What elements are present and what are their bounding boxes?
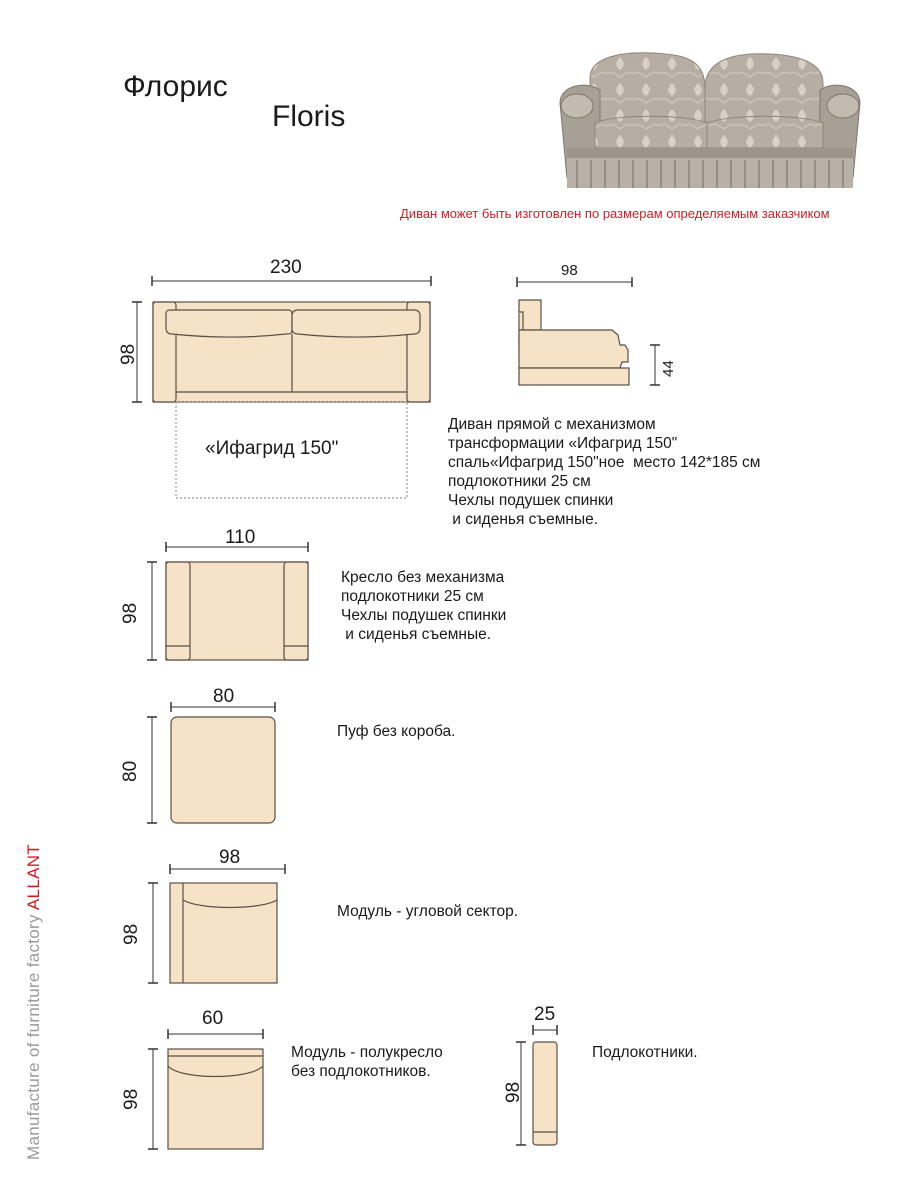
sofa-width-label: 230 <box>270 257 302 278</box>
armrest-top-view <box>533 1042 557 1145</box>
side-depth-label: 98 <box>561 262 578 279</box>
armrest-depth-label: 98 <box>503 1081 524 1103</box>
side-height-label: 44 <box>660 360 677 377</box>
corner-module-width-label: 98 <box>219 847 241 868</box>
pouf-width-label: 80 <box>213 686 235 707</box>
corner-module-top-view <box>170 883 277 983</box>
brand-accent: ALLANT <box>24 844 43 911</box>
pouf-top-view <box>171 717 275 823</box>
title-english: Floris <box>272 100 346 133</box>
armrest-width-label: 25 <box>534 1004 556 1025</box>
title-russian: Флорис <box>123 70 228 103</box>
brand-text: Manufacture of furniture factory <box>24 910 43 1160</box>
pouf-depth-label: 80 <box>120 760 141 782</box>
armchair-description: Кресло без механизма подлокотники 25 см Чехлы подушек спинки и сиденья съемные. <box>341 569 507 643</box>
armchair-width-label: 110 <box>225 527 256 548</box>
sofa-side-view <box>519 300 629 385</box>
half-chair-width-label: 60 <box>202 1008 224 1029</box>
corner-module-depth-label: 98 <box>121 923 142 945</box>
armrest-description: Подлокотники. <box>592 1044 698 1061</box>
sofa-depth-label: 98 <box>118 343 139 365</box>
brand-credit <box>24 844 44 1160</box>
sofa-mechanism-label: «Ифагрид 150" <box>205 438 339 459</box>
custom-size-notice: Диван может быть изготовлен по размерам определяемым заказчиком <box>400 206 830 221</box>
half-chair-depth-label: 98 <box>121 1088 142 1110</box>
armchair-depth-label: 98 <box>120 602 141 624</box>
corner-module-description: Модуль - угловой сектор. <box>337 903 519 920</box>
half-chair-description: Модуль - полукресло без подлокотников. <box>291 1044 443 1080</box>
armchair-top-view <box>166 562 308 660</box>
pouf-description: Пуф без короба. <box>337 723 456 740</box>
sofa-description: Диван прямой с механизмом трансформации «Ифагрид 150" спаль«Ифагрид 150"ное место 142*185 см подлокотники 25 см Чехлы подушек спинки и сиденья съемные. <box>448 416 761 528</box>
half-chair-module-top-view <box>168 1049 263 1149</box>
sofa-top-view <box>153 302 430 402</box>
